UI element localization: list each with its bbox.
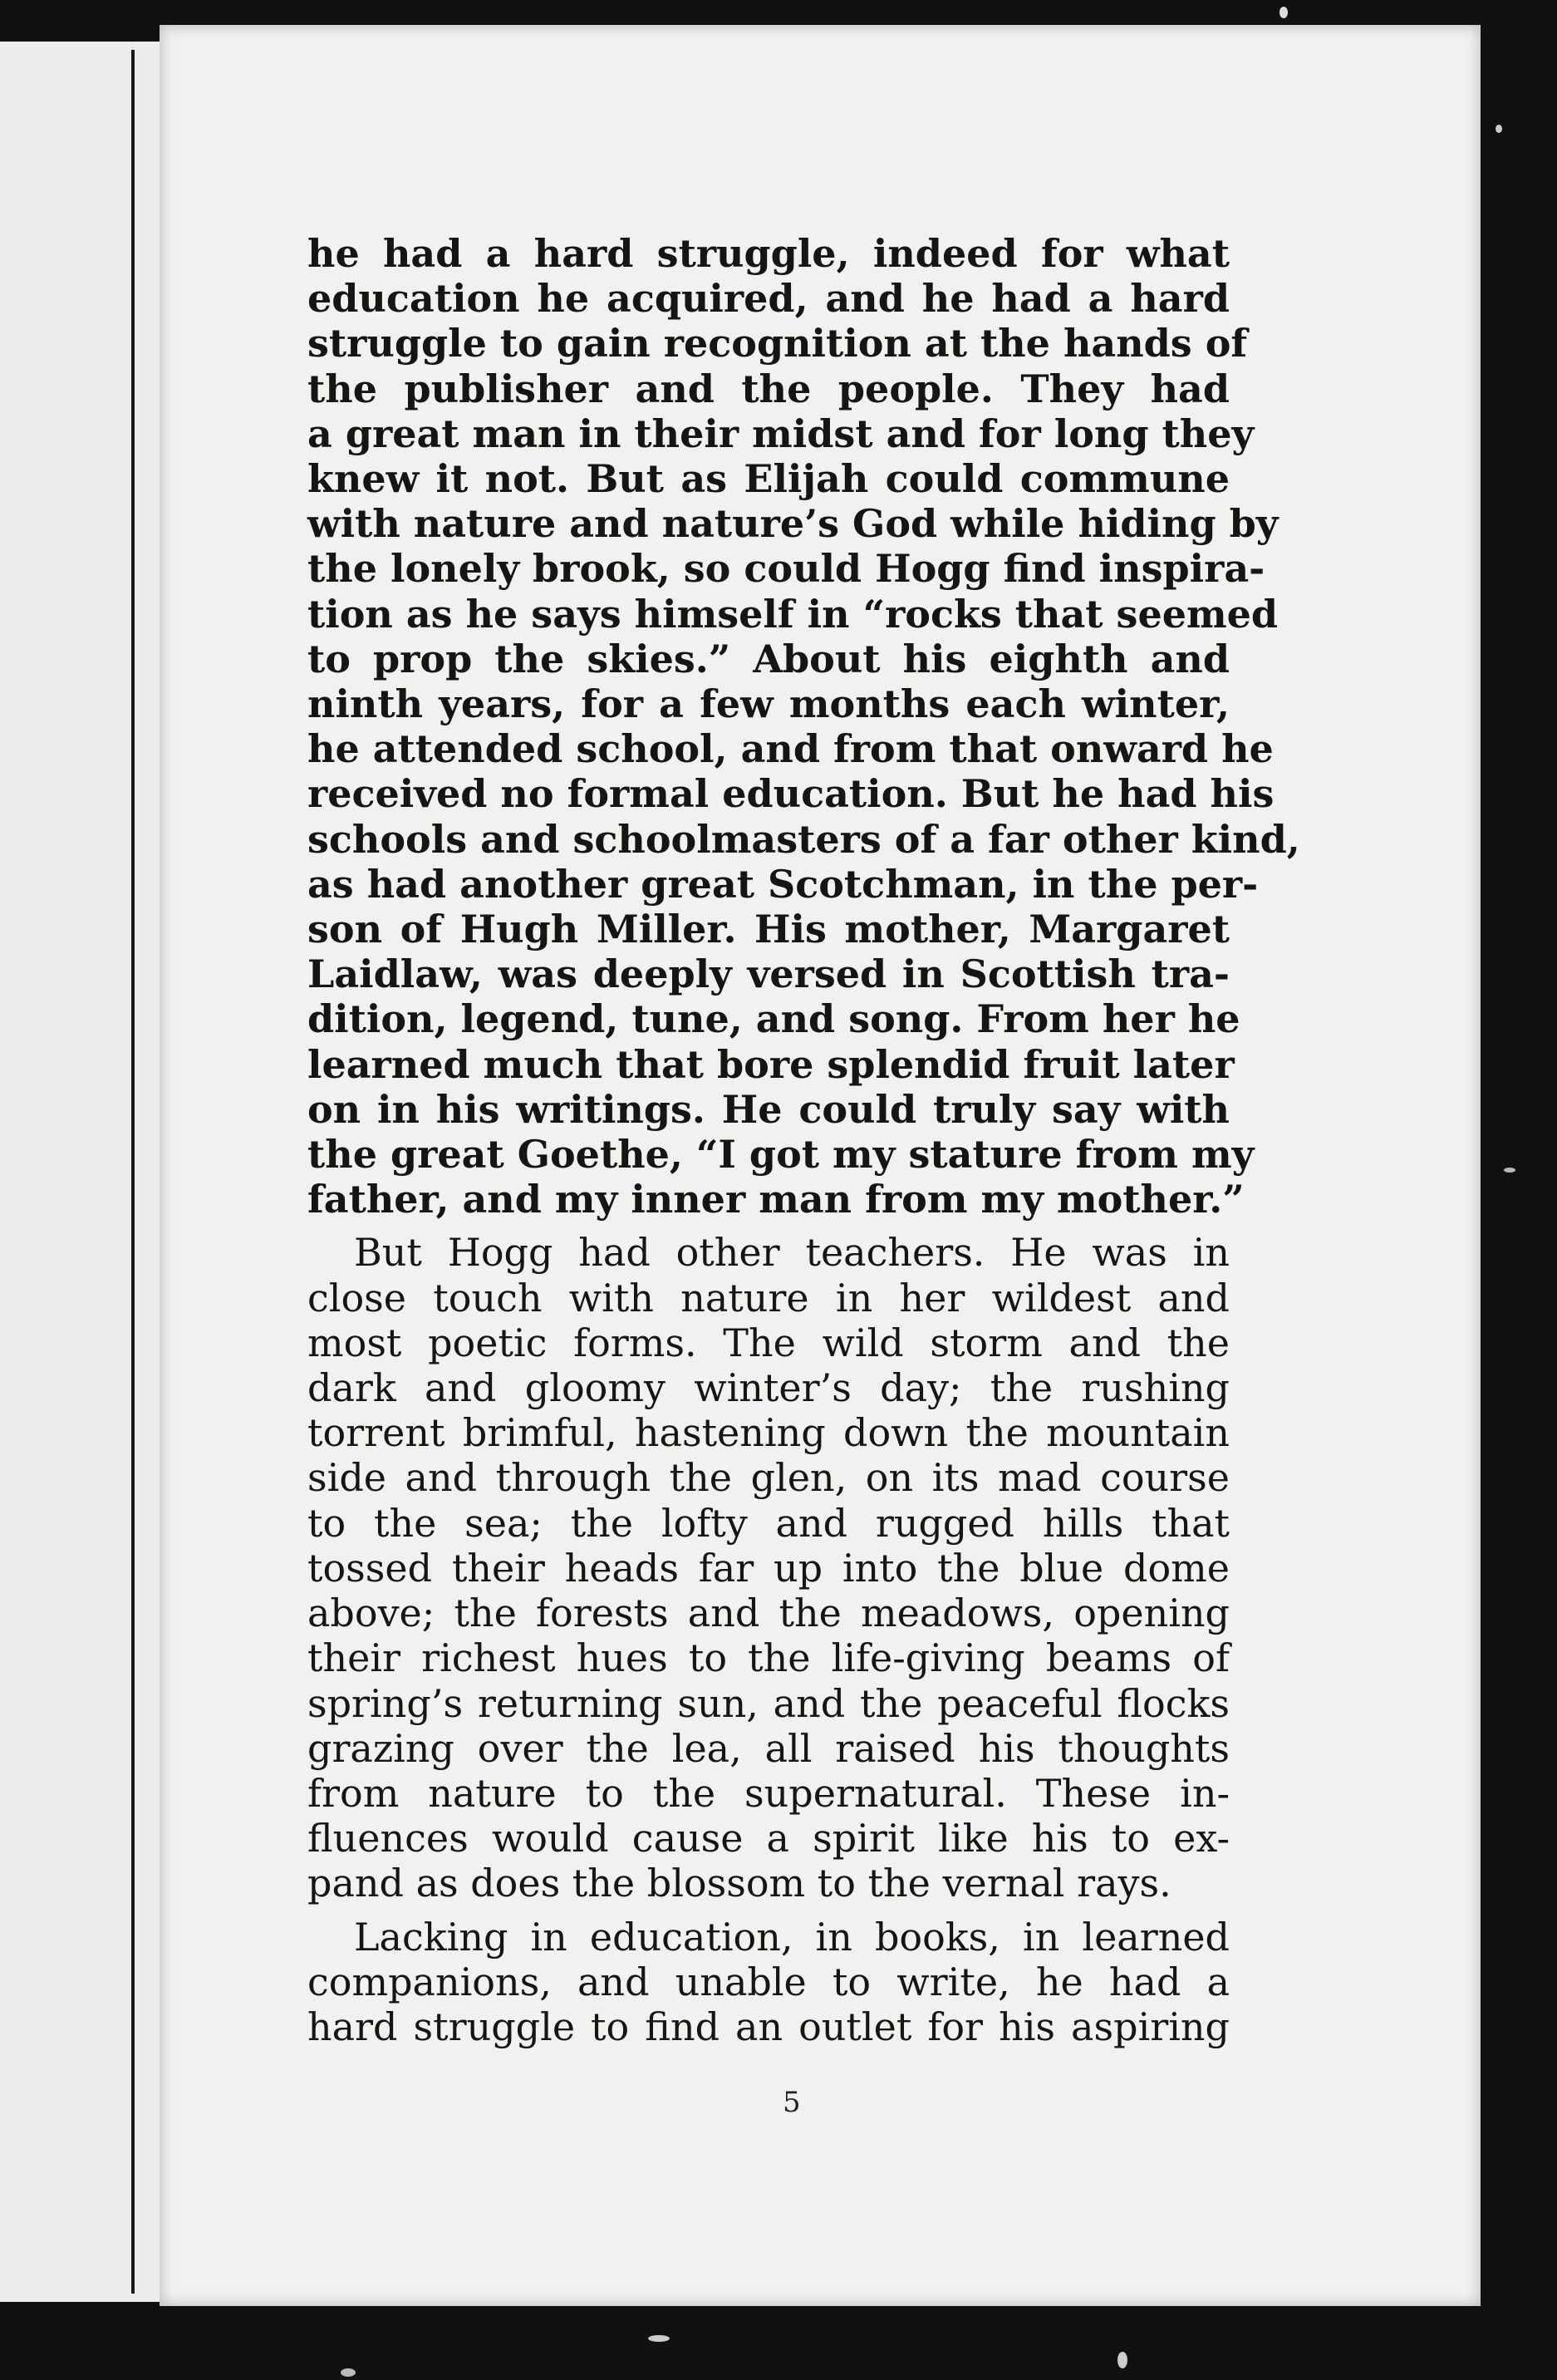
text-line: struggle to gain recognition at the hands of [307, 321, 1248, 366]
text-line: the publisher and the people. They had [307, 366, 1230, 411]
text-line: above; the forests and the meadows, opening [307, 1591, 1230, 1636]
text-line: schools and schoolmasters of a far other kind, [307, 816, 1300, 862]
text-line: most poetic forms. The wild storm and the [307, 1320, 1230, 1365]
text-line: dition, legend, tune, and song. From her he [307, 996, 1240, 1042]
text-line: learned much that bore splendid fruit later [307, 1041, 1235, 1087]
text-line: knew it not. But as Elijah could commune [307, 456, 1230, 502]
scan-speck [1496, 125, 1502, 133]
previous-page-edge [0, 42, 168, 2302]
page-number: 5 [783, 2086, 801, 2119]
text-line: their richest hues to the life-giving beams of [307, 1635, 1230, 1681]
text-line: hard struggle to find an outlet for his aspiring [307, 2004, 1230, 2049]
text-line: education he acquired, and he had a hard [307, 276, 1230, 322]
scan-speck [341, 2368, 356, 2377]
text-line: to the sea; the lofty and rugged hills that [307, 1500, 1230, 1546]
paragraph-3 [307, 1915, 1230, 2050]
text-line: received no formal education. But he had his [307, 771, 1275, 817]
book-page [160, 25, 1481, 2306]
scan-speck [648, 2335, 670, 2342]
text-line: a great man in their midst and for long they [307, 411, 1255, 456]
text-line: Lacking in education, in books, in learned [354, 1914, 1230, 1960]
text-line: the great Goethe, “I got my stature from my [307, 1132, 1255, 1178]
text-line: Laidlaw, was deeply versed in Scottish tra- [307, 952, 1230, 997]
text-line: companions, and unable to write, he had a [307, 1959, 1230, 2004]
text-line: spring’s returning sun, and the peaceful flocks [307, 1680, 1230, 1726]
text-line: fluences would cause a spirit like his to ex- [307, 1816, 1230, 1861]
text-line: he attended school, and from that onward he [307, 726, 1274, 772]
body-text [307, 231, 1300, 2058]
text-line: But Hogg had other teachers. He was in [354, 1230, 1230, 1276]
text-line: side and through the glen, on its mad course [307, 1455, 1230, 1501]
text-line: ninth years, for a few months each winter, [307, 681, 1230, 727]
text-line: the lonely brook, so could Hogg find inspira- [307, 546, 1265, 592]
text-line: he had a hard struggle, indeed for what [307, 231, 1230, 276]
text-line: pand as does the blossom to the vernal rays. [307, 1861, 1171, 1906]
text-line: tossed their heads far up into the blue dome [307, 1545, 1230, 1591]
scan-speck [1504, 1168, 1515, 1173]
text-line: to prop the skies.” About his eighth and [307, 636, 1230, 681]
text-line: as had another great Scotchman, in the per- [307, 861, 1259, 907]
paragraph-1 [307, 231, 1300, 1222]
text-line: torrent brimful, hastening down the mountain [307, 1410, 1230, 1456]
text-line: close touch with nature in her wildest and [307, 1275, 1230, 1320]
text-line: with nature and nature’s God while hiding by [307, 501, 1279, 547]
text-line: grazing over the lea, all raised his thoughts [307, 1725, 1230, 1771]
text-line: on in his writings. He could truly say with [307, 1086, 1230, 1132]
text-line: dark and gloomy winter’s day; the rushing [307, 1365, 1230, 1411]
text-line: tion as he says himself in “rocks that seemed [307, 591, 1279, 637]
text-line: father, and my inner man from my mother.” [307, 1177, 1245, 1222]
scan-speck [1279, 7, 1288, 18]
page-gutter-line [131, 50, 135, 2294]
text-line: from nature to the supernatural. These in- [307, 1770, 1230, 1816]
text-line: son of Hugh Miller. His mother, Margaret [307, 907, 1230, 952]
paragraph-2 [307, 1230, 1230, 1905]
scan-speck [1117, 2352, 1127, 2368]
